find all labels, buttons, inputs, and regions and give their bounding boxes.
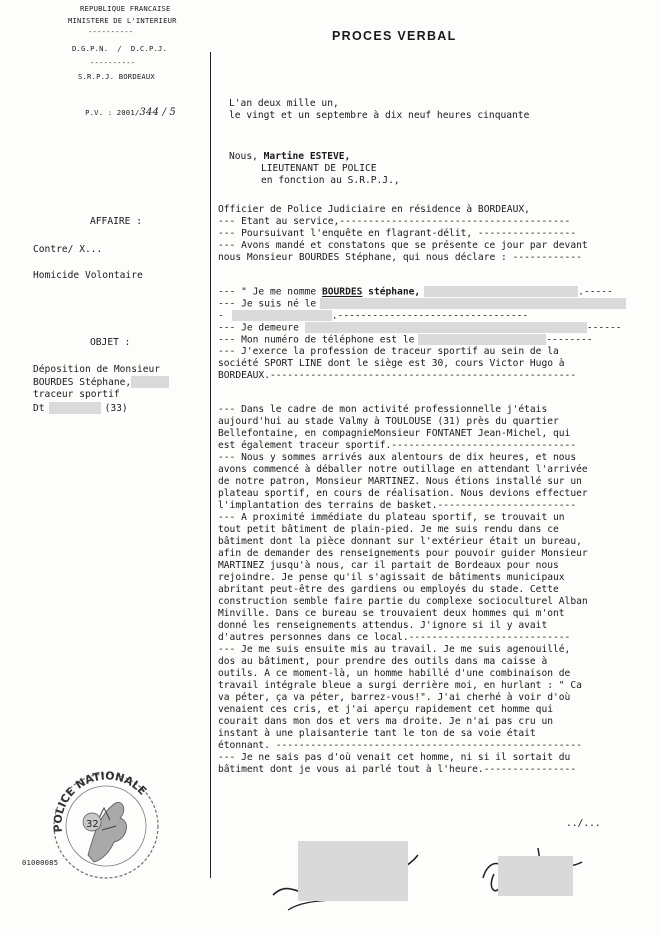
date-line-2: le vingt et un septembre à dix neuf heures cinquante [229,110,530,121]
narrative-line: --- Je ne sais pas d'où venait cet homme, ni si il sortait du [218,752,571,763]
body-line-4: --- Avons mandé et constatons que se présente ce jour par devant [218,240,588,251]
redaction [298,841,408,901]
pv-number: 344 / 5 [139,107,176,118]
redaction [320,298,626,309]
objet-line-3: traceur sportif [33,389,120,400]
header-srpj: S.R.P.J. BORDEAUX [78,72,155,81]
narrative-line: bâtiment dont je vous ai parlé tout à l'heure.---------------- [218,764,577,775]
narrative-line: d'autres personnes dans ce local.---------------------------- [218,632,571,643]
decl-profession-3: BORDEAUX.----------------------------------------------------- [218,370,577,381]
narrative-line: outils. A ce moment-là, un homme habillé d'une combinaison de [218,668,571,679]
continuation-mark: ../... [566,818,601,829]
firstname: stéphane, [362,286,421,298]
decl-phone: --- Mon numéro de téléphone est le [218,334,415,346]
affaire-contre: Contre/ X... [33,244,103,255]
narrative-line: donné les renseignements attendus. J'ignore si il y avait [218,620,548,631]
header-ministry: MINISTERE DE L'INTERIEUR [68,16,177,25]
objet-line-2 [33,376,169,389]
narrative-line: instant à une plaisanterie tant le ton de sa voie était [218,728,536,739]
police-stamp [40,760,170,890]
header-rule: ---------- [90,58,136,67]
redaction [305,322,587,333]
nous-prefix: Nous, [229,151,264,162]
narrative-line: abritant peut-être des gardiens ou employés du stade. Cette [218,584,559,595]
narrative-line: --- A proximité immédiate du plateau sportif, se trouvait un [218,512,565,523]
document-title: PROCES VERBAL [332,29,457,43]
narrative-line: --- Je me suis ensuite mis au travail. Je me suis agenouillé, [218,644,571,655]
redaction [424,286,578,297]
officer-name: Martine ESTEVE, [263,151,351,162]
narrative-line: Minville. Dans ce bureau se trouvaient deux hommes qui m'ont [218,608,565,619]
decl-birth: --- Je suis né le [218,298,317,310]
decl-dashes: .--------------------------------- [331,310,529,322]
narrative-line: de notre patron, Monsieur MARTINEZ. Nous étions installé sur un [218,476,582,487]
narrative-line: --- Nous y sommes arrivés aux alentours de dix heures, et nous [218,452,577,463]
narrative-line: est également traceur sportif.-------------------------------- [218,440,577,451]
body-line-3: --- Poursuivant l'enquête en flagrant-délit, ----------------- [218,228,577,239]
decl-profession-2: société SPORT LINE dont le siège est 30, cours Victor Hugo à [218,358,565,369]
header-republic: REPUBLIQUE FRANCAISE [80,4,171,13]
date-line-1: L'an deux mille un, [229,98,339,109]
decl-dashes: ------ [586,322,622,334]
decl-profession-1: --- J'exerce la profession de traceur sportif au sein de la [218,346,559,357]
header-dashes: ---------- [88,27,134,36]
redaction [232,310,332,321]
narrative-line: construction semble faire partie du complexe socioculturel Alban [218,596,588,607]
officer-line [229,151,350,163]
decl-phone-line [218,334,593,347]
surname: BOURDES [321,286,363,298]
redaction [418,334,546,345]
narrative-line: bâtiment dont la pièce donnant sur l'extérieur était un bureau, [218,536,582,547]
stamp-number: 32 [86,819,99,830]
affaire-homicide: Homicide Volontaire [33,270,143,281]
narrative-line: courait dans mon dos et vers ma droite. Je n'ai pas cru un [218,716,554,727]
narrative [218,404,588,776]
decl-address: --- Je demeure [218,322,299,334]
document-number: 01000085 [22,858,59,867]
narrative-line: avons commencé à déballer notre outillage en attendant l'arrivée [218,464,588,475]
decl-birth-cont [218,310,528,323]
pv-label: P.V. : 2001/ [85,108,140,117]
objet-line-4 [33,402,128,415]
narrative-line: Bellefontaine, en compagnieMonsieur FONTANET Jean-Michel, qui [218,428,571,439]
narrative-line: l'implantation des terrains de basket.------------------------ [218,500,577,511]
decl-dashes: .----- [578,286,613,298]
stamp-text-path: POLICE NATIONALE [51,769,150,833]
redaction [131,376,169,388]
narrative-line: va péter, ça va péter, barrez-vous!". J'ai cherhé à voir d'où [218,692,571,703]
decl-dash: - [218,310,224,322]
narrative-line: étonnant. ----------------------------------------------------- [218,740,582,751]
affaire-label: AFFAIRE : [90,216,142,227]
body-line-1: Officier de Police Judiciaire en résidence à BORDEAUX, [218,204,530,215]
body-line-2: --- Etant au service,---------------------------------------- [218,216,571,227]
narrative-line: --- Dans le cadre de mon activité professionnelle j'étais [218,404,548,415]
witness-signature [478,838,588,908]
redaction [49,402,101,414]
officer-service: en fonction au S.R.P.J., [261,175,400,186]
narrative-line: MARTINEZ jusqu'à nous, car il partait de Bordeaux pour nous [218,560,559,571]
narrative-line: plateau sportif, en cours de réalisation. Nous devions effectuer [218,488,588,499]
narrative-line: tout petit bâtiment de plain-pied. Je me suis rendu dans ce [218,524,559,535]
narrative-line: dos au bâtiment, pour prendre des outils dans ma caisse à [218,656,548,667]
narrative-line: rejoindre. Je pense qu'il s'agissait de bâtiments municipaux [218,572,565,583]
decl-address-line [218,322,622,335]
decl-birth-line [218,298,626,311]
narrative-line: aujourd'hui au stade Valmy à TOULOUSE (31) près du quartier [218,416,559,427]
body-line-5: nous Monsieur BOURDES Stéphane, qui nous déclare : ------------ [218,252,582,263]
objet-line-1: Déposition de Monsieur [33,364,161,375]
redaction [498,856,573,896]
decl-dashes: -------- [546,334,593,346]
objet-label: OBJET : [90,337,131,348]
officer-rank: LIEUTENANT DE POLICE [261,163,377,174]
margin-rule [210,52,211,878]
narrative-line: travail intégrale bleue a surgi derrière moi, en hurlant : " Ca [218,680,582,691]
objet-dept: (33) [104,403,128,414]
narrative-line: venaient ces cris, et j'ai aperçu rapidement cet homme qui [218,704,554,715]
objet-name: BOURDES Stéphane, [33,377,132,388]
decl-prefix: --- " Je me nomme [218,286,322,298]
decl-name-line [218,286,613,299]
officer-signature [268,835,428,915]
objet-dt: Dt [33,403,45,414]
header-dgpn: D.G.P.N. / D.C.P.J. [72,44,168,53]
narrative-line: afin de demander des renseignements pour pouvoir guider Monsieur [218,548,588,559]
pv-reference [76,98,176,118]
